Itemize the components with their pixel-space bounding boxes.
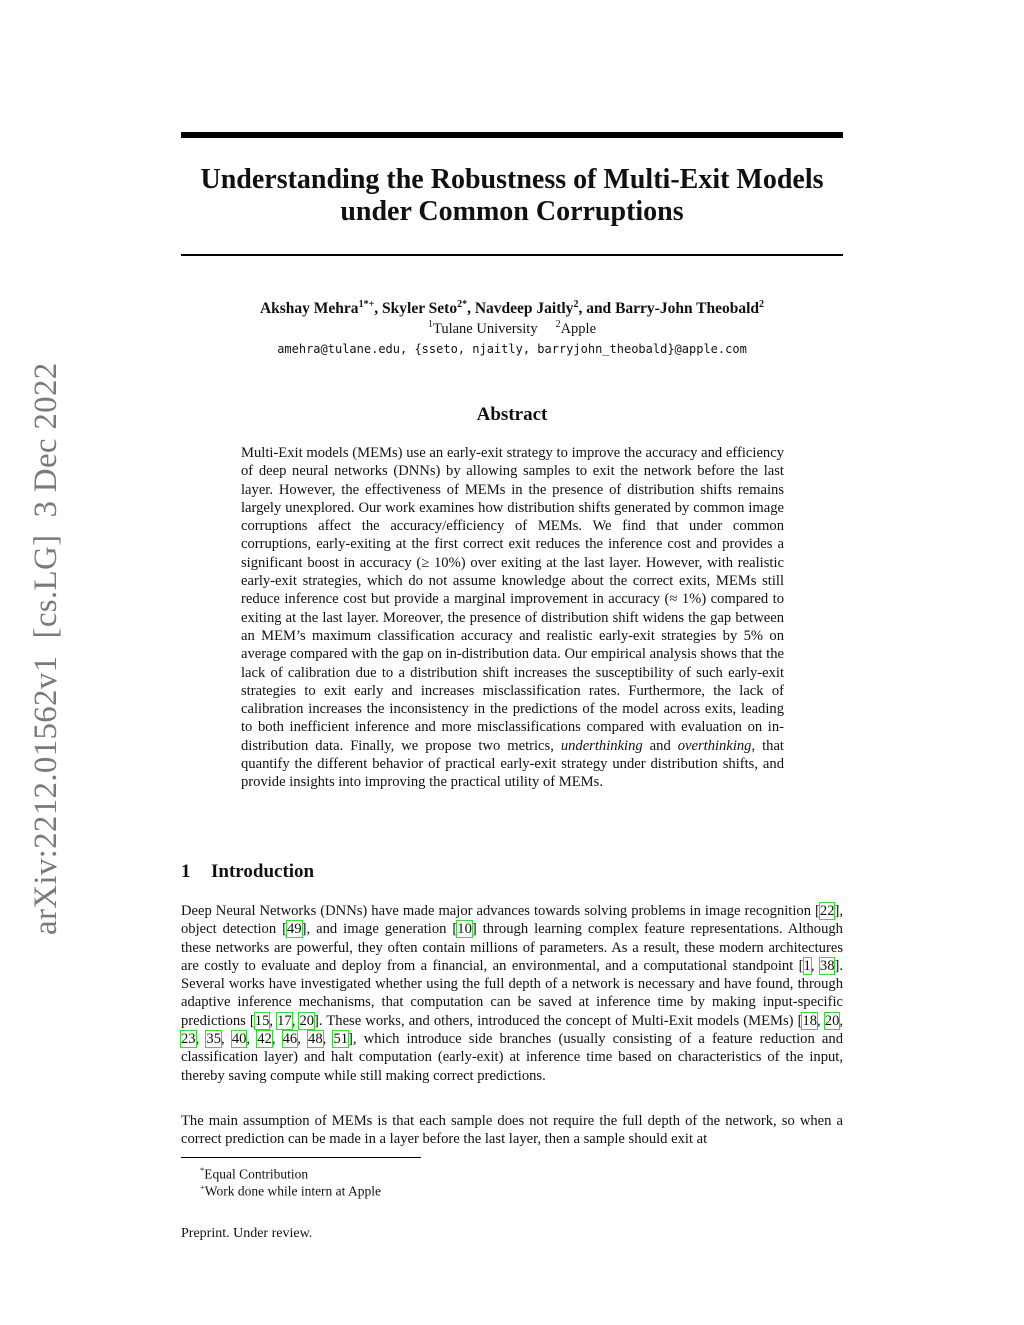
citation-link[interactable]: 23	[181, 1031, 196, 1048]
footnote-mark: +	[200, 1182, 205, 1192]
intro-paragraph-1	[181, 902, 843, 1085]
text-run: ,	[246, 1031, 258, 1048]
title-line-1: Understanding the Robustness of Multi-Exit Models	[200, 164, 824, 195]
preprint-note: Preprint. Under review.	[181, 1226, 313, 1241]
citation-link[interactable]: 1	[803, 957, 811, 974]
intro-paragraph-2: The main assumption of MEMs is that each sample does not require the full depth of the network, so when a correct prediction can be made in a layer before the last layer, then a sample should exit at	[181, 1113, 843, 1148]
footnote-text: Work done while intern at Apple	[204, 1183, 382, 1199]
affiliation-name: Apple	[560, 321, 597, 337]
abstract-heading: Abstract	[476, 404, 548, 425]
section-heading	[181, 860, 843, 884]
author-marks: 1*+	[358, 298, 375, 310]
author-marks: 2*	[457, 298, 468, 310]
affiliation-name: Tulane University	[432, 321, 538, 337]
emphasized-term: overthinking	[677, 737, 752, 754]
author-marks: 2	[759, 298, 765, 310]
citation-link[interactable]: 18	[802, 1012, 818, 1029]
emphasized-term: underthinking	[560, 737, 643, 754]
footnote-2	[200, 1179, 381, 1200]
citation-link[interactable]: 20	[824, 1012, 840, 1029]
affiliation-mark: 2	[555, 319, 561, 331]
text-run: ,	[195, 1031, 207, 1048]
title-line-2: under Common Corruptions	[340, 196, 684, 227]
text-run: ,	[817, 1012, 825, 1029]
text-run: ]. These works, and others, introduced the concept of Multi-Exit models (MEMs) [	[314, 1012, 803, 1029]
text-run: ], object detection [	[181, 903, 843, 938]
footnote-mark: *	[200, 1165, 205, 1175]
section-title: Introduction	[211, 861, 315, 882]
author-list	[120, 299, 904, 319]
citation-link[interactable]: 20	[299, 1012, 315, 1029]
author-emails: amehra@tulane.edu, {sseto, njaitly, barryjohn_theobald}@apple.com	[277, 342, 747, 356]
author-name: Barry-John Theobald	[615, 300, 760, 317]
text-run: ,	[221, 1031, 232, 1048]
citation-link[interactable]: 51	[333, 1031, 349, 1048]
text-run: ,	[291, 1012, 300, 1029]
text-run: ,	[839, 1012, 844, 1029]
text-run: ] through learning complex feature representations. Although these networks are powerful, they often contain millions of parameters. As a result, these modern architectures are costly to evaluate and deploy from a financial, an environmental, and a computational standpoint [	[181, 921, 843, 974]
citation-link[interactable]: 38	[819, 957, 835, 974]
text-run: ,	[269, 1012, 278, 1029]
text-run: ,	[297, 1031, 309, 1048]
author-separator: , and	[578, 300, 616, 317]
text-run: ], and image generation [	[301, 921, 458, 938]
citation-link[interactable]: 42	[257, 1031, 272, 1048]
text-run: ,	[810, 957, 820, 974]
citation-link[interactable]: 10	[457, 921, 472, 938]
author-separator: ,	[467, 300, 475, 317]
citation-link[interactable]: 48	[308, 1031, 323, 1048]
author-name: Akshay Mehra	[259, 300, 359, 317]
citation-link[interactable]: 15	[254, 1012, 270, 1029]
text-run: ,	[271, 1031, 283, 1048]
text-run: Multi-Exit models (MEMs) use an early-exit strategy to improve the accuracy and efficiency of deep neural networks (DNNs) by allowing samples to exit the network before the last layer. However, the effectiveness of MEMs in the presence of distribution shifts remains largely unexplored. Our work examines how distribution shifts generated by common image corruptions affect the accuracy/efficiency of MEMs. We find that under common corruptions, early-exiting at the first correct exit reduces the inference cost and provides a significant boost in accuracy (≥ 10%) over exiting at the last layer. However, with realistic early-exit strategies, which do not assume knowledge about the correct exits, MEMs still reduce inference cost but provide a marginal improvement in accuracy (≈ 1%) compared to exiting at the last layer. Moreover, the presence of distribution shift widens the gap between an MEM’s maximum classification accuracy and realistic early-exit strategies by 5% on average compared with the gap on in-distribution data. Our empirical analysis shows that the lack of calibration due to a distribution shift increases the susceptibility of such early-exit strategies to exit early and increases misclassification rates. Furthermore, the lack of calibration increases the inconsistency in the predictions of the model across exits, leading to both inefficient inference and more misclassifications compared with evaluation on in-distribution data. Finally, we propose two metrics,	[241, 445, 784, 754]
author-name: Navdeep Jaitly	[474, 300, 574, 317]
author-name: Skyler Seto	[382, 300, 458, 317]
citation-link[interactable]: 35	[206, 1031, 221, 1048]
abstract-body	[241, 444, 784, 792]
author-marks: 2	[573, 298, 579, 310]
title-bottom-rule	[181, 254, 843, 256]
affiliations	[120, 320, 904, 338]
text-run: and	[642, 737, 678, 754]
citation-link[interactable]: 40	[231, 1031, 247, 1048]
citation-link[interactable]: 46	[282, 1031, 298, 1048]
paper-title	[181, 164, 843, 228]
footnote-text: Equal Contribution	[204, 1166, 309, 1182]
text-run: , that quantify the different behavior of practical early-exit strategy under distribution shifts, and provide insights into improving the practical utility of MEMs.	[241, 737, 784, 791]
footnote-rule	[181, 1157, 421, 1158]
text-run: ], which introduce side branches (usually consisting of a feature reduction and classification layer) and halt computation (early-exit) at inference time based on characteristics of the input, thereby saving compute while still making correct predictions.	[181, 1031, 844, 1084]
affiliation-mark: 1	[427, 319, 433, 331]
citation-link[interactable]: 22	[819, 903, 835, 919]
author-separator: ,	[374, 300, 383, 317]
arxiv-side-stamp: arXiv:2212.01562v1 [cs.LG] 3 Dec 2022	[28, 362, 64, 935]
section-number: 1	[181, 861, 191, 882]
text-run: ]. Several works have investigated whether using the full depth of a network is necessary and have found, through adaptive inference mechanisms, that computation can be saved at inference time by making input-specific predictions [	[181, 957, 843, 1029]
text-run: ,	[322, 1031, 334, 1048]
title-top-rule	[181, 132, 843, 138]
text-run: Deep Neural Networks (DNNs) have made major advances towards solving problems in image recognition [	[181, 903, 820, 919]
citation-link[interactable]: 49	[287, 921, 302, 938]
citation-link[interactable]: 17	[277, 1012, 292, 1029]
